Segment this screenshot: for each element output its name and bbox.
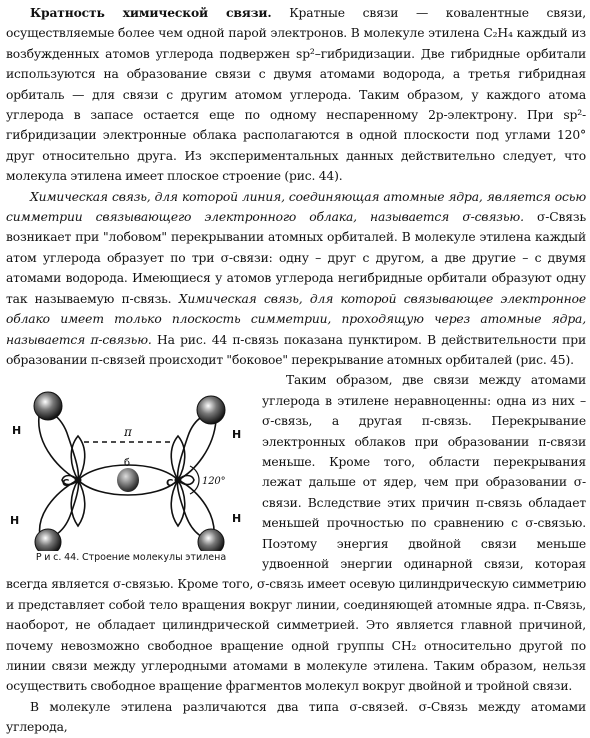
- pi-bond-definition: Химическая связь, для которой связывающее электронное облако имеет только плоскость симметрии, проходящую через атомные ядра, называется π-связью.: [6, 291, 586, 347]
- label-h-top-left: H: [12, 424, 22, 438]
- section-title: Кратность химической связи.: [30, 5, 272, 20]
- label-h-bottom-left: H: [10, 514, 20, 528]
- ethylene-figure: [6, 376, 254, 571]
- carbon-atom-right: [175, 477, 182, 484]
- label-h-bottom-right: H: [232, 512, 242, 526]
- label-sigma: б: [124, 458, 130, 470]
- paragraph-3: Таким образом, две связи между атомами углерода в этилене неравноценны: одна из них – σ-связь, а другая π-связь. Перекрывание электронных облаков при образовании π-связи меньше. Кроме того, области перекрывания лежат дальше от ядер, чем при образовании σ-связи. Вследствие этих причин π-связь обладает меньшей прочностью по сравнению с σ-связью. Поэтому энергия двойной связи меньше удвоенной энергии одинарной связи, которая всегда является σ-связью. Кроме того, σ-связь имеет осевую цилиндрическую симметрию и представляет собой тело вращения вокруг линии, соединяющей атомные ядра. π-Связь, наоборот, не обладает цилиндрической симметрией. Это является главной причиной, почему невозможно свободное вращение одной группы CH₂ относительно другой по линии связи между углеродными атомами в молекуле этилена. Таким образом, нельзя осуществить свободное вращение фрагментов молекул вокруг двойной и тройной связи.: [6, 373, 586, 694]
- hydrogen-atom-bottom-left: [35, 529, 61, 551]
- hydrogen-atom-bottom-right: [198, 529, 224, 551]
- carbon-atom-left: [75, 477, 82, 484]
- label-angle: 120°: [202, 476, 226, 488]
- label-c-left: C: [62, 478, 70, 490]
- hydrogen-atom-top-right: [197, 396, 225, 424]
- sigma-bond-center: [117, 468, 139, 492]
- figure-caption: Р и с. 44. Строение молекулы этилена: [35, 552, 227, 564]
- label-pi: π: [124, 425, 132, 440]
- document-page: [6, 3, 587, 735]
- paragraph-4: В молекуле этилена различаются два типа σ-связей. σ-Связь между атомами углерода,: [6, 699, 586, 735]
- paragraph-2: [6, 187, 586, 371]
- paragraph-2-text-b: На рис. 44 π-связь показана пунктиром. В действительности при образовании π-связей происходит "боковое" перекрывание атомных орбиталей (рис. 45).: [6, 332, 586, 367]
- sigma-bond-definition: Химическая связь, для которой линия, соединяющая атомные ядра, является осью симметрии связывающего электронного облака, называется σ-связью.: [6, 189, 586, 225]
- ethylene-orbital-diagram: [6, 376, 254, 551]
- paragraph-1-text: Кратные связи — ковалентные связи, осуществляемые более чем одной парой электронов. В молекуле этилена C₂H₄ каждый из возбужденных атомов углерода подвержен sp²–гибридизации. Две гибридные орбитали используются на образование связи с двумя атомами водорода, а третья гибридная орбиталь — для связи с другим атомом углерода. Таким образом, у каждого атома углерода в запасе остается еще по одному неспаренному 2p-электрону. При sp²-гибридизации электронные облака располагаются в одной плоскости под углами 120° друг относительно друга. Из экспериментальных данных действительно следует, что молекула этилена имеет плоское строение (рис. 44).: [6, 6, 587, 184]
- label-c-right: C: [166, 478, 174, 490]
- paragraph-2-text-a: σ-Связь возникает при "лобовом" перекрывании атомных орбиталей. В молекуле этилена каждый атом углерода образует по три σ-связи: одну – друг с другом, а две другие – с двумя атомами водорода. Имеющиеся у атомов углерода негибридные орбитали образуют одну так называемую π-связь.: [6, 210, 587, 306]
- paragraph-1: [6, 3, 586, 187]
- label-h-top-right: H: [232, 428, 242, 442]
- hydrogen-atom-top-left: [34, 392, 62, 420]
